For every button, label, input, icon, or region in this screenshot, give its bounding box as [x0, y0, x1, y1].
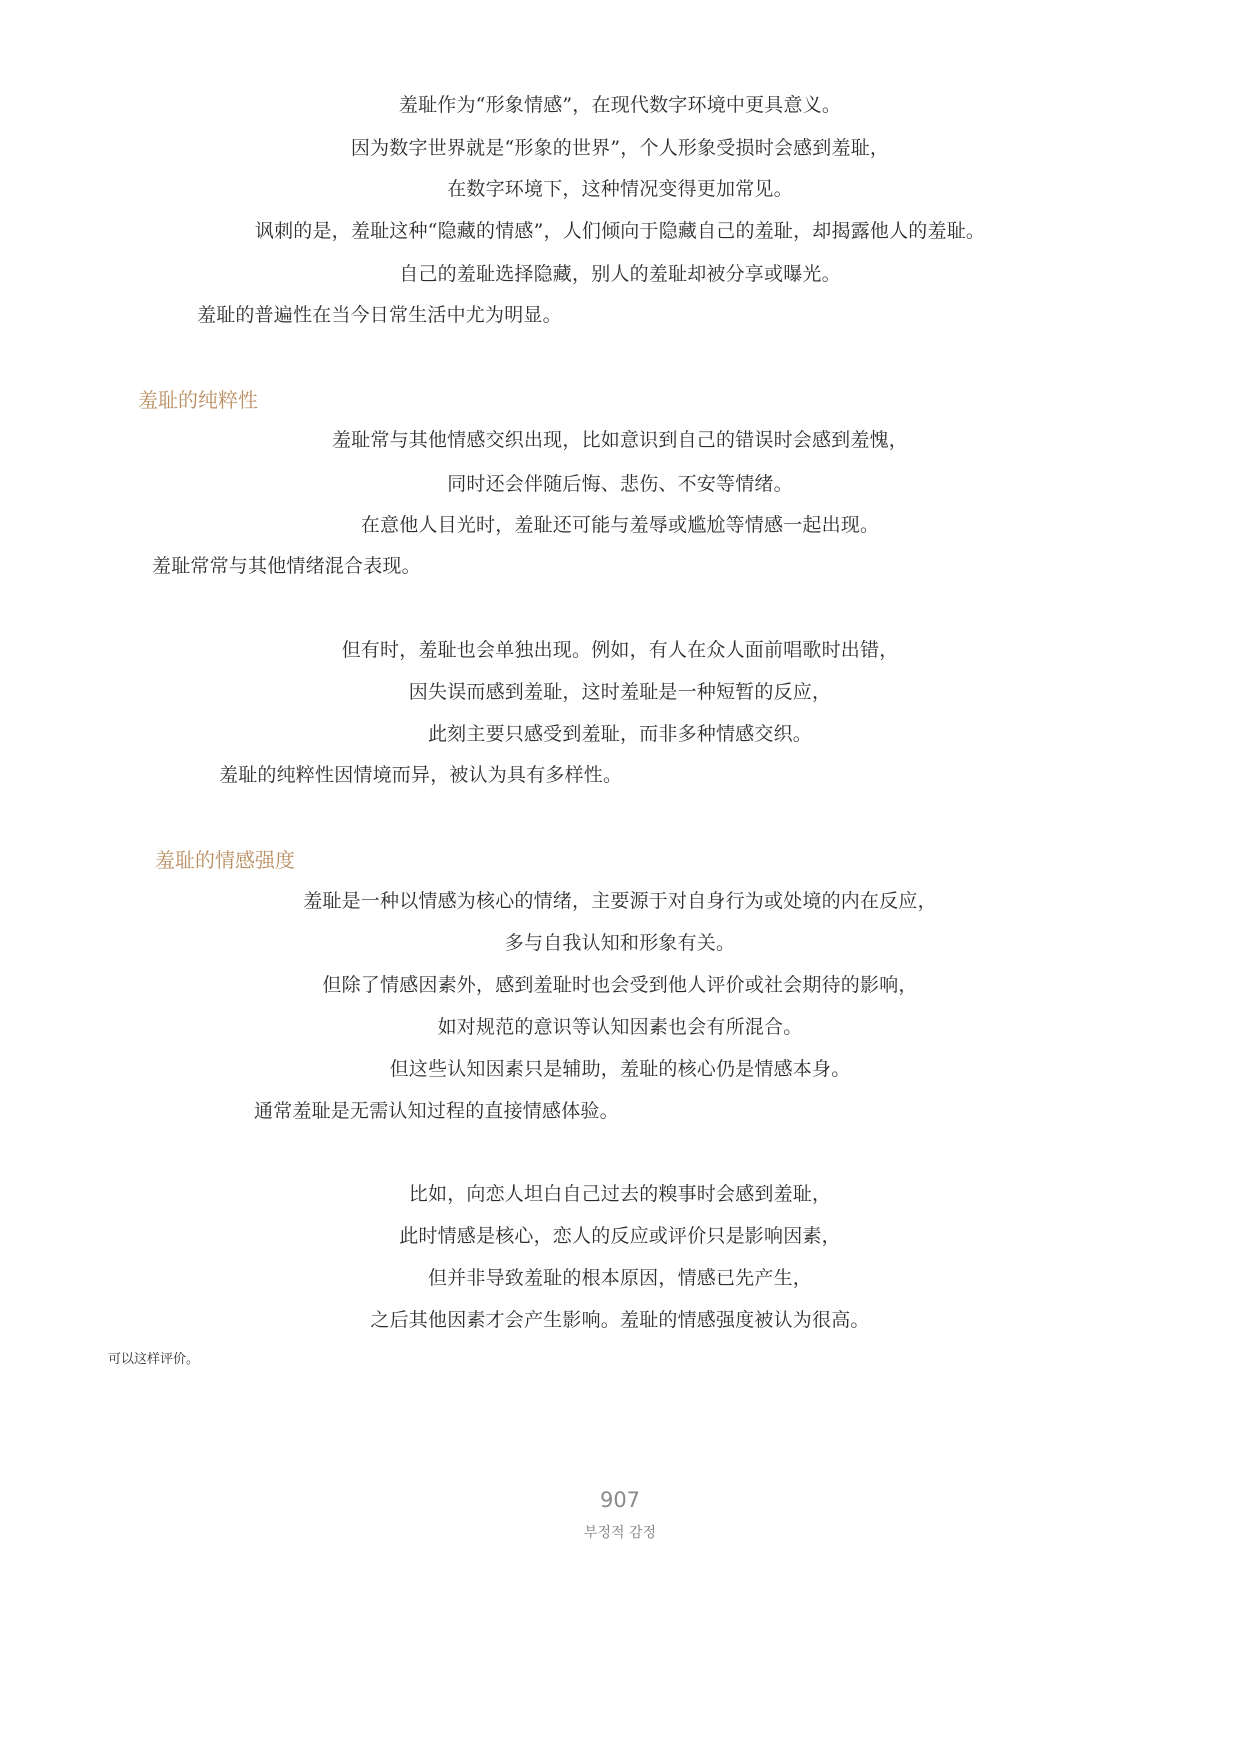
body-line: 同时还会伴随后悔、悲伤、不安等情绪。	[447, 473, 793, 495]
body-line: 羞耻是一种以情感为核心的情绪，主要源于对自身行为或处境的内在反应，	[303, 890, 937, 912]
body-line: 如对规范的意识等认知因素也会有所混合。	[437, 1016, 803, 1038]
page-number: 907	[599, 1488, 641, 1512]
summary-line: 羞耻的纯粹性因情境而异，被认为具有多样性。	[219, 764, 623, 786]
body-line: 但除了情感因素外，感到羞耻时也会受到他人评价或社会期待的影响，	[322, 974, 918, 996]
summary-line: 羞耻的普遍性在当今日常生活中尤为明显。	[197, 304, 562, 326]
body-line: 比如，向恋人坦白自己过去的糗事时会感到羞耻，	[408, 1183, 832, 1205]
body-line: 多与自我认知和形象有关。	[504, 932, 736, 954]
body-line: 因失误而感到羞耻，这时羞耻是一种短暂的反应，	[408, 681, 832, 703]
body-line: 但有时，羞耻也会单独出现。例如，有人在众人面前唱歌时出错，	[341, 639, 899, 661]
body-line: 但并非导致羞耻的根本原因，情感已先产生，	[427, 1267, 812, 1289]
summary-line: 羞耻常常与其他情绪混合表现。	[152, 555, 421, 577]
body-line: 羞耻作为“形象情感”，在现代数字环境中更具意义。	[398, 94, 842, 116]
body-line: 讽刺的是，羞耻这种“隐藏的情感”，人们倾向于隐藏自己的羞耻，却揭露他人的羞耻。	[254, 220, 986, 242]
body-line: 之后其他因素才会产生影响。羞耻的情感强度被认为很高。	[370, 1309, 870, 1331]
body-line: 羞耻常与其他情感交织出现，比如意识到自己的错误时会感到羞愧，	[331, 429, 908, 451]
section-heading-intensity: 羞耻的情感强度	[155, 848, 295, 872]
body-line: 在数字环境下，这种情况变得更加常见。	[447, 178, 793, 200]
summary-line: 可以这样评价。	[108, 1352, 200, 1367]
body-line: 因为数字世界就是“形象的世界”，个人形象受损时会感到羞耻，	[350, 137, 890, 159]
running-footer-title: 부정적 감정	[583, 1525, 657, 1541]
body-line: 此刻主要只感受到羞耻，而非多种情感交织。	[427, 723, 812, 745]
body-line: 自己的羞耻选择隐藏，别人的羞耻却被分享或曝光。	[399, 263, 841, 285]
body-line: 但这些认知因素只是辅助，羞耻的核心仍是情感本身。	[389, 1058, 851, 1080]
body-line: 在意他人目光时，羞耻还可能与羞辱或尴尬等情感一起出现。	[360, 514, 880, 536]
summary-line: 通常羞耻是无需认知过程的直接情感体验。	[254, 1100, 619, 1122]
section-heading-purity: 羞耻的纯粹性	[138, 388, 258, 412]
body-line: 此时情感是核心，恋人的反应或评价只是影响因素，	[399, 1225, 841, 1247]
